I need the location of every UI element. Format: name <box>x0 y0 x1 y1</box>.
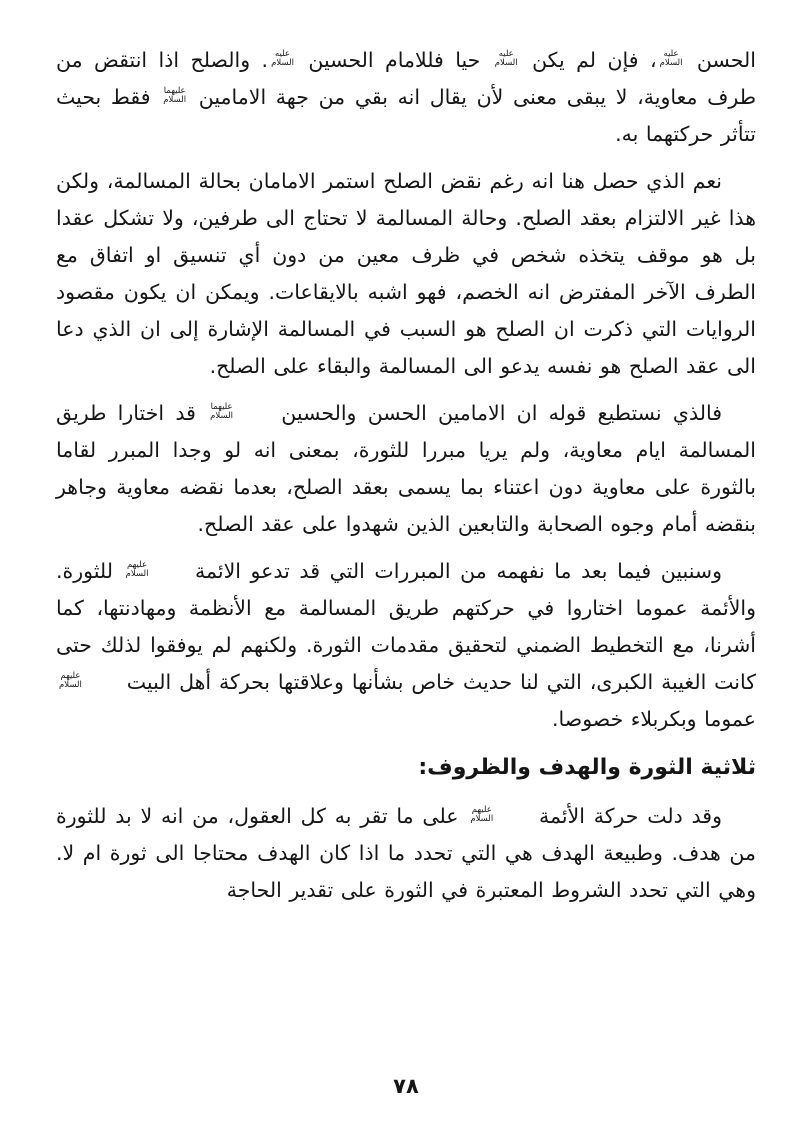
page-number: ٧٨ <box>393 1074 419 1098</box>
paragraph: فالذي نستطيع قوله ان الامامين الحسن والحسين عليهما السلام قد اختارا طريق المسالمة ايام معاوية، ولم يريا مبررا للثورة، بمعنى انه لو وجدا المبرر لقاما بالثورة على معاوية دون اعتناء بما يسمى بعقد الصلح، بعدما نقضه معاوية وجاهر بنقضه أمام وجوه الصحابة والتابعين الذين شهدوا على عقد الصلح. <box>56 401 756 536</box>
honorific-symbol: عليه السلام <box>659 48 683 68</box>
honorific-symbol: عليه السلام <box>271 48 294 68</box>
paragraph: وسنبين فيما بعد ما نفهمه من المبررات التي قد تدعو الائمة عليهم السلام للثورة. والأئمة عموما اختاروا في حركتهم طريق المسالمة مع الأنظمة ومهادنتها، كما أشرنا، مع التخطيط الضمني لتحقيق مقدمات الثورة. ولكنهم لم يوفقوا لذلك حتى كانت الغيبة الكبرى، التي لنا حديث خاص بشأنها وعلاقتها بحركة أهل البيت عليهم السلام عموما وبكربلاء خصوصا. <box>56 559 756 731</box>
honorific-symbol: عليهم السلام <box>470 804 494 824</box>
honorific-symbol: عليهم السلام <box>125 559 149 579</box>
paragraph: وقد دلت حركة الأئمة عليهم السلام على ما تقر به كل العقول، من انه لا بد للثورة من هدف. وطبيعة الهدف هي التي تحدد ما اذا كان الهدف محتاجا الى ثورة ام لا. وهي التي تحدد الشروط المعتبرة في الثورة على تقدير الحاجة <box>56 804 756 902</box>
honorific-symbol: عليهما السلام <box>210 401 234 421</box>
section-heading: ثلاثية الثورة والهدف والظروف: <box>418 755 756 780</box>
honorific-symbol: عليه السلام <box>494 48 518 68</box>
paragraph: نعم الذي حصل هنا انه رغم نقض الصلح استمر الامامان بحالة المسالمة، ولكن هذا غير الالتزام بعقد الصلح. وحالة المسالمة لا تحتاج الى طرفين، ولا تشكل عقدا بل هو موقف يتخذه شخص في ظرف معين من دون أي تنسيق او اتفاق مع الطرف الآخر المفترض انه الخصم، فهو اشبه بالايقاعات. ويمكن ان يكون مقصود الروايات التي ذكرت ان الصلح هو السبب في المسالمة الإشارة إلى ان الذي دعا الى عقد الصلح هو نفسه يدعو الى المسالمة والبقاء على الصلح. <box>56 169 756 378</box>
honorific-symbol: عليهما السلام <box>163 85 187 105</box>
honorific-symbol: عليهم السلام <box>59 670 82 690</box>
page-body-text <box>56 42 756 1074</box>
paragraph: الحسن عليه السلام ، فإن لم يكن عليه السلام حيا فللامام الحسين عليه السلام . والصلح اذا انتقض من طرف معاوية، لا يبقى معنى لأن يقال انه بقي من جهة الامامين عليهما السلام فقط بحيث تتأثر حركتهما به. <box>56 48 757 146</box>
